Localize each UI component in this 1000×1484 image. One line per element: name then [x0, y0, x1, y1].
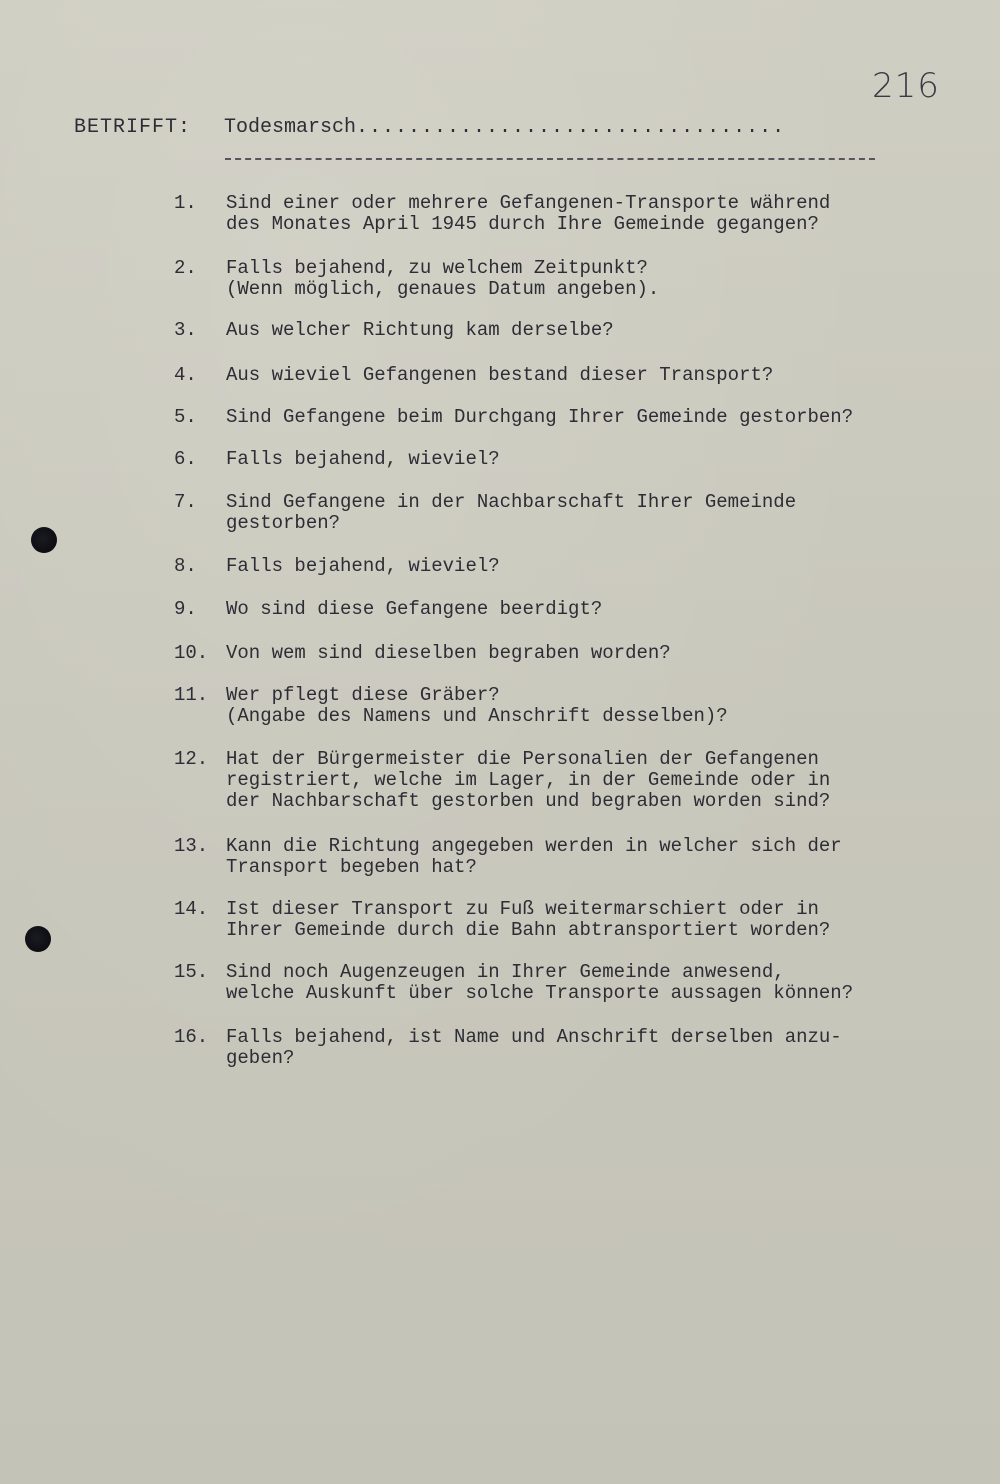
question-item: [174, 556, 500, 577]
question-number: 9.: [174, 598, 197, 620]
punch-hole-bottom: [25, 926, 51, 952]
question-item: [174, 193, 830, 235]
question-item: [174, 320, 614, 341]
question-text: Wer pflegt diese Gräber? (Angabe des Namens und Anschrift desselben)?: [226, 684, 728, 727]
question-item: [174, 407, 853, 428]
question-text: Wo sind diese Gefangene beerdigt?: [226, 598, 603, 620]
question-text: Von wem sind dieselben begraben worden?: [226, 642, 671, 664]
question-text: Sind noch Augenzeugen in Ihrer Gemeinde anwesend, welche Auskunft über solche Transporte aussagen können?: [226, 961, 854, 1004]
page-number: 216: [872, 66, 940, 106]
question-text: Falls bejahend, ist Name und Anschrift derselben anzu- geben?: [226, 1026, 842, 1069]
subject-value: Todesmarsch: [224, 116, 357, 139]
question-number: 6.: [174, 448, 197, 470]
question-number: 14.: [174, 898, 209, 920]
question-item: [174, 449, 500, 470]
question-number: 16.: [174, 1026, 209, 1048]
question-text: Aus welcher Richtung kam derselbe?: [226, 319, 614, 341]
question-text: Sind Gefangene in der Nachbarschaft Ihrer Gemeinde gestorben?: [226, 491, 797, 534]
question-text: Falls bejahend, wieviel?: [226, 448, 500, 470]
question-number: 13.: [174, 835, 209, 857]
question-item: [174, 599, 602, 620]
question-text: Sind Gefangene beim Durchgang Ihrer Gemeinde gestorben?: [226, 406, 854, 428]
question-text: Aus wieviel Gefangenen bestand dieser Transport?: [226, 364, 774, 386]
question-text: Falls bejahend, zu welchem Zeitpunkt? (Wenn möglich, genaues Datum angeben).: [226, 257, 660, 300]
question-item: [174, 492, 796, 534]
question-number: 3.: [174, 319, 197, 341]
underline-rule: [225, 158, 875, 160]
question-text: Falls bejahend, wieviel?: [226, 555, 500, 577]
question-text: Kann die Richtung angegeben werden in welcher sich der Transport begeben hat?: [226, 835, 842, 878]
question-item: [174, 643, 671, 664]
question-item: [174, 365, 773, 386]
question-number: 4.: [174, 364, 197, 386]
question-number: 8.: [174, 555, 197, 577]
question-item: [174, 836, 842, 878]
question-number: 11.: [174, 684, 209, 706]
subject-line: [74, 116, 785, 139]
question-item: [174, 749, 830, 812]
question-number: 15.: [174, 961, 209, 983]
question-item: [174, 899, 830, 941]
punch-hole-top: [31, 527, 57, 553]
question-text: Hat der Bürgermeister die Personalien der Gefangenen registriert, welche im Lager, in der Gemeinde oder in der Nachbarschaft gestorben und begraben worden sind?: [226, 748, 831, 812]
question-text: Sind einer oder mehrere Gefangenen-Transporte während des Monates April 1945 durch Ihre Gemeinde gegangen?: [226, 192, 831, 235]
question-item: [174, 962, 853, 1004]
question-number: 2.: [174, 257, 197, 279]
question-item: [174, 258, 659, 300]
question-number: 5.: [174, 406, 197, 428]
question-number: 10.: [174, 642, 209, 664]
question-item: [174, 1027, 842, 1069]
subject-label: BETRIFFT:: [74, 116, 192, 139]
question-item: [174, 685, 728, 727]
subject-dots: .................................: [356, 116, 786, 139]
question-number: 12.: [174, 748, 209, 770]
question-number: 1.: [174, 192, 197, 214]
question-number: 7.: [174, 491, 197, 513]
question-text: Ist dieser Transport zu Fuß weitermarschiert oder in Ihrer Gemeinde durch die Bahn abtransportiert worden?: [226, 898, 831, 941]
